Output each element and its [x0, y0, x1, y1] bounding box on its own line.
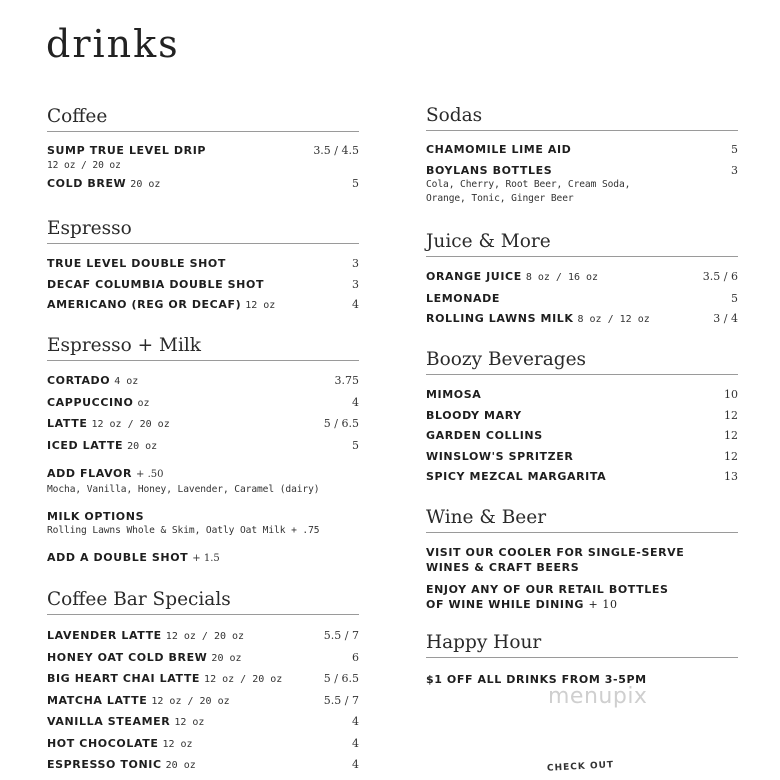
happy-hour-line: $1 OFF ALL DRINKS FROM 3-5PM	[426, 673, 647, 686]
section-title: Happy Hour	[426, 632, 738, 658]
item-name: LAVENDER LATTE	[47, 629, 162, 642]
watermark: menupix	[548, 684, 648, 709]
menu-item	[426, 428, 738, 444]
section-title: Coffee	[47, 106, 359, 132]
menu-item	[47, 438, 359, 455]
menu-item	[426, 142, 738, 158]
item-name: GARDEN COLLINS	[426, 429, 543, 442]
section-title: Coffee Bar Specials	[47, 589, 359, 615]
item-name: MILK OPTIONS	[47, 509, 145, 523]
menu-item	[426, 469, 738, 485]
section-boozy-beverages	[426, 349, 738, 490]
item-price: 12	[724, 408, 738, 422]
item-size: 12 oz / 20 oz	[91, 419, 170, 430]
item-price: 5.5 / 7	[323, 629, 359, 642]
item-name: WINSLOW'S SPRITZER	[426, 449, 574, 463]
menu-item	[426, 163, 738, 207]
item-price: 5.5 / 7	[323, 693, 359, 707]
double-shot-option	[47, 550, 359, 567]
item-name: COLD BREW	[47, 176, 127, 190]
item-price: 5	[352, 176, 359, 190]
flavor-list: Cola, Cherry, Root Beer, Cream Soda, Orange, Tonic, Ginger Beer	[426, 179, 631, 204]
item-price: 4	[352, 298, 359, 311]
item-price: 3 / 4	[713, 312, 738, 325]
item-price: 6	[352, 650, 359, 664]
section-wine-and-beer	[426, 507, 738, 617]
check-out-text: CHECK OUT	[546, 760, 615, 774]
note-line: VISIT OUR COOLER FOR SINGLE-SERVE	[426, 546, 685, 559]
section-title: Wine & Beer	[426, 507, 738, 533]
menu-item	[426, 408, 738, 424]
menu-item	[47, 650, 359, 667]
item-extra: + 1.5	[192, 553, 220, 564]
item-price: 13	[724, 470, 738, 483]
item-price: 3	[352, 277, 359, 291]
item-price: 5	[352, 438, 359, 452]
item-extra: + .50	[136, 469, 164, 480]
section-title: Sodas	[426, 105, 738, 131]
item-price: 3.75	[334, 374, 359, 387]
milk-options	[47, 509, 359, 539]
item-size: 8 oz / 12 oz	[577, 314, 650, 325]
section-happy-hour	[426, 632, 738, 688]
item-price: 3.5 / 4.5	[313, 144, 359, 157]
wine-note	[426, 583, 738, 612]
item-name: CORTADO	[47, 374, 111, 387]
item-name: SPICY MEZCAL MARGARITA	[426, 470, 607, 483]
item-name: SUMP TRUE LEVEL DRIP	[47, 144, 207, 157]
menu-item	[426, 269, 738, 286]
wine-note	[426, 546, 738, 575]
flavor-list: Mocha, Vanilla, Honey, Lavender, Caramel (dairy)	[47, 483, 320, 495]
menu-item	[47, 256, 359, 272]
milk-list: Rolling Lawns Whole & Skim, Oatly Oat Milk + .75	[47, 525, 320, 536]
section-title: Boozy Beverages	[426, 349, 738, 375]
item-name: AMERICANO (REG OR DECAF)	[47, 298, 242, 311]
item-price: 12	[724, 449, 738, 463]
menu-item	[47, 714, 359, 731]
item-size: 8 oz / 16 oz	[525, 272, 599, 283]
item-size: 12 oz	[245, 300, 276, 311]
item-sizes: 12 oz / 20 oz	[47, 159, 121, 171]
menu-item	[47, 143, 359, 173]
item-size: 20 oz	[165, 760, 196, 771]
item-name: ORANGE JUICE	[426, 270, 522, 283]
item-name: HOT CHOCOLATE	[47, 736, 159, 750]
menu-item	[426, 449, 738, 465]
menu-item	[426, 387, 738, 403]
menu-item	[47, 395, 359, 412]
item-size: 4 oz	[114, 376, 139, 387]
item-name: MIMOSA	[426, 388, 482, 401]
section-espresso	[47, 218, 359, 319]
item-name: BOYLANS BOTTLES	[426, 163, 553, 177]
menu-item	[47, 628, 359, 645]
item-price: 4	[352, 395, 359, 409]
item-name: TRUE LEVEL DOUBLE SHOT	[47, 257, 226, 270]
item-price: 4	[352, 736, 359, 750]
item-name: DECAF COLUMBIA DOUBLE SHOT	[47, 277, 265, 291]
menu-item	[47, 671, 359, 688]
item-size: oz	[137, 397, 150, 409]
section-title: Juice & More	[426, 231, 738, 257]
add-flavor-option	[47, 466, 359, 497]
item-size: 12 oz	[162, 738, 193, 750]
section-espresso-milk	[47, 335, 359, 572]
item-price: 3.5 / 6	[702, 270, 738, 283]
item-price: 3	[731, 163, 738, 177]
item-size: 20 oz	[130, 178, 161, 190]
item-size: 20 oz	[127, 440, 158, 452]
note-extra: + 10	[588, 597, 618, 611]
item-size: 12 oz / 20 oz	[165, 631, 245, 642]
section-juice-and-more	[426, 231, 738, 333]
note-line: ENJOY ANY OF OUR RETAIL BOTTLES	[426, 583, 669, 596]
section-title: Espresso	[47, 218, 359, 244]
item-price: 4	[352, 758, 359, 771]
section-coffee-bar-specials	[47, 589, 359, 779]
item-name: MATCHA LATTE	[47, 693, 148, 707]
item-name: CAPPUCCINO	[47, 395, 134, 409]
item-name: BLOODY MARY	[426, 408, 522, 422]
item-price: 5 / 6.5	[323, 672, 359, 685]
section-title: Espresso + Milk	[47, 335, 359, 361]
item-name: LEMONADE	[426, 291, 500, 305]
item-price: 3	[352, 257, 359, 270]
menu-item	[47, 277, 359, 293]
note-line: WINES & CRAFT BEERS	[426, 560, 580, 574]
item-name: ADD A DOUBLE SHOT	[47, 551, 189, 564]
page-title: drinks	[46, 22, 180, 66]
item-price: 5	[731, 291, 738, 305]
item-name: ADD FLAVOR	[47, 467, 133, 480]
menu-item	[47, 416, 359, 433]
note-line: OF WINE WHILE DINING	[426, 597, 585, 611]
item-name: LATTE	[47, 417, 88, 430]
menu-item	[47, 693, 359, 710]
menu-item	[426, 291, 738, 307]
item-size: 20 oz	[211, 652, 242, 664]
item-size: 12 oz / 20 oz	[151, 695, 230, 707]
item-name: CHAMOMILE LIME AID	[426, 143, 572, 156]
item-size: 12 oz	[174, 717, 205, 728]
menu-item	[47, 736, 359, 753]
section-sodas	[426, 105, 738, 211]
item-price: 5 / 6.5	[323, 417, 359, 430]
menu-item	[47, 176, 359, 193]
item-name: ESPRESSO TONIC	[47, 758, 162, 771]
menu-item	[47, 757, 359, 774]
item-price: 12	[724, 429, 738, 442]
item-price: 5	[731, 143, 738, 156]
item-price: 10	[724, 388, 738, 401]
item-name: VANILLA STEAMER	[47, 715, 171, 728]
menu-item	[426, 311, 738, 328]
menu-item	[47, 373, 359, 390]
item-name: BIG HEART CHAI LATTE	[47, 672, 201, 685]
menu-item	[47, 297, 359, 314]
item-name: ICED LATTE	[47, 438, 124, 452]
section-coffee	[47, 106, 359, 197]
item-name: HONEY OAT COLD BREW	[47, 650, 208, 664]
item-size: 12 oz / 20 oz	[204, 674, 283, 685]
item-name: ROLLING LAWNS MILK	[426, 312, 574, 325]
item-price: 4	[352, 715, 359, 728]
